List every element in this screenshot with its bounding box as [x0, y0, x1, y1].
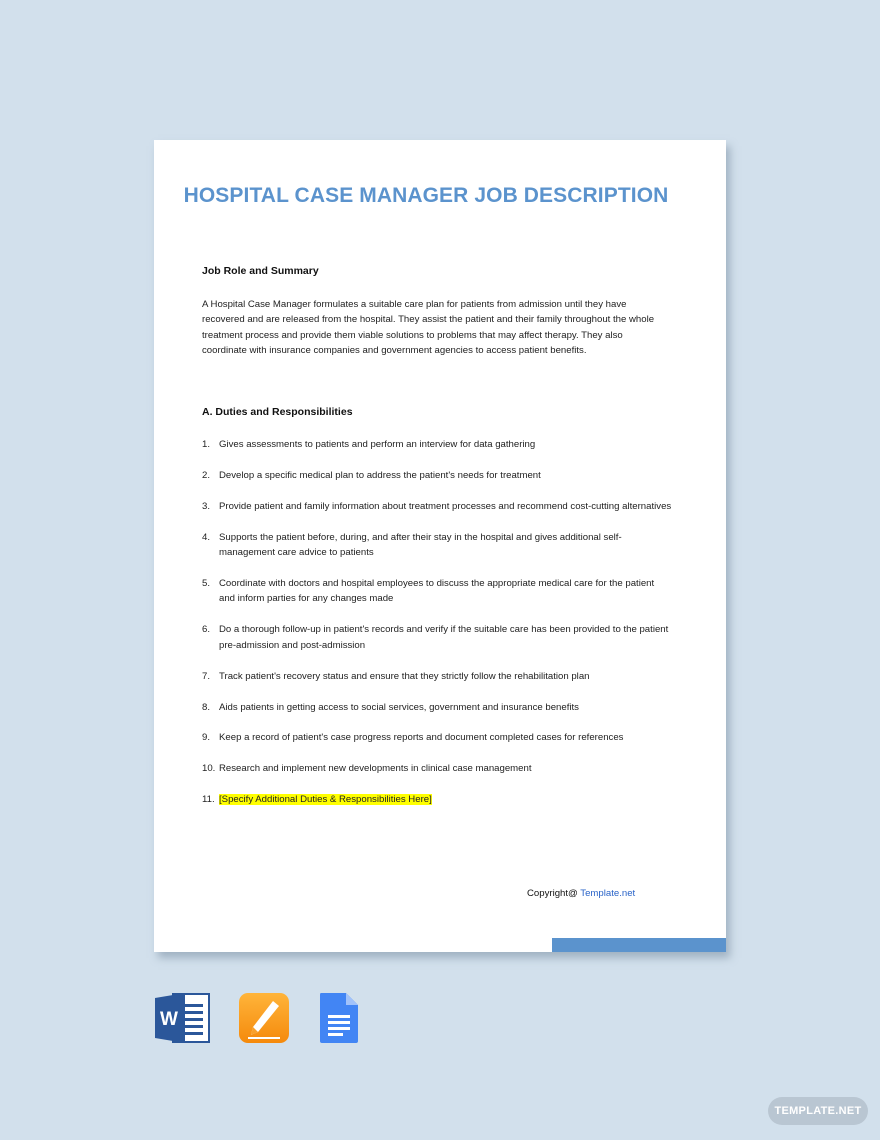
- duty-number: 7.: [202, 670, 211, 682]
- word-letter: W: [160, 1009, 178, 1030]
- duty-text: Aids patients in getting access to social services, government and insurance benefits: [219, 701, 579, 713]
- duty-text: Research and implement new developments in clinical case management: [219, 763, 532, 775]
- duty-number: 10.: [202, 763, 216, 775]
- duty-item: [202, 468, 672, 483]
- duty-number: 9.: [202, 732, 211, 744]
- duties-heading: A. Duties and Responsibilities: [202, 406, 353, 418]
- duty-number: 8.: [202, 701, 211, 713]
- duty-text: Gives assessments to patients and perform an interview for data gathering: [219, 439, 536, 450]
- summary-heading: Job Role and Summary: [202, 265, 319, 277]
- duty-text: Track patient's recovery status and ensure that they strictly follow the rehabilitation plan: [219, 670, 590, 682]
- document-title: HOSPITAL CASE MANAGER JOB DESCRIPTION: [183, 184, 669, 207]
- duty-item: [202, 530, 672, 561]
- duty-text: Keep a record of patient's case progress reports and document completed cases for references: [219, 732, 624, 744]
- duty-item: [202, 576, 672, 607]
- duty-item: [202, 669, 672, 684]
- duty-item: [202, 622, 672, 653]
- duty-text: Coordinate with doctors and hospital employees to discuss the appropriate medical care for the patient and inform parties for any changes made: [219, 578, 655, 605]
- duty-number: 6.: [202, 624, 211, 636]
- summary-paragraph: A Hospital Case Manager formulates a suitable care plan for patients from admission until they have recovered and are released from the hospital. They assist the patient and their family throughout the whole treatment process and provide them viable solutions to problems that may affect therapy. They also coordinate with insurance companies and government agencies to access patient benefits.: [202, 299, 655, 357]
- duty-item: [202, 792, 672, 807]
- template-net-watermark: TEMPLATE.NET: [768, 1097, 868, 1125]
- placeholder-highlight: [Specify Additional Duties & Responsibilities Here]: [219, 794, 432, 806]
- duties-list: [202, 437, 672, 823]
- duty-number: 2.: [202, 469, 211, 481]
- template-net-link[interactable]: Template.net: [580, 888, 636, 899]
- duty-item: [202, 730, 672, 745]
- document-page: [154, 140, 726, 952]
- google-docs-icon[interactable]: [318, 992, 360, 1044]
- footer-accent-bar: [552, 938, 726, 952]
- duty-number: 11.: [202, 794, 215, 806]
- duty-number: 1.: [202, 439, 211, 450]
- duty-text: Do a thorough follow-up in patient's records and verify if the suitable care has been provided to the patient pre-admission and post-admission: [219, 624, 669, 651]
- microsoft-word-icon[interactable]: [155, 992, 211, 1044]
- duty-number: 3.: [202, 500, 211, 512]
- duty-item: [202, 499, 672, 514]
- duty-item: [202, 761, 672, 776]
- duty-text: Provide patient and family information about treatment processes and recommend cost-cutting alternatives: [219, 500, 672, 512]
- duty-number: 5.: [202, 578, 211, 590]
- copyright: [527, 888, 635, 899]
- duty-number: 4.: [202, 531, 211, 543]
- copyright-label: Copyright@: [527, 888, 581, 899]
- duty-item: [202, 437, 672, 452]
- apple-pages-icon[interactable]: [238, 992, 290, 1044]
- duty-text: Develop a specific medical plan to address the patient's needs for treatment: [219, 469, 541, 481]
- duty-item: [202, 700, 672, 715]
- duty-text: Supports the patient before, during, and after their stay in the hospital and gives additional self-management care advice to patients: [219, 531, 622, 559]
